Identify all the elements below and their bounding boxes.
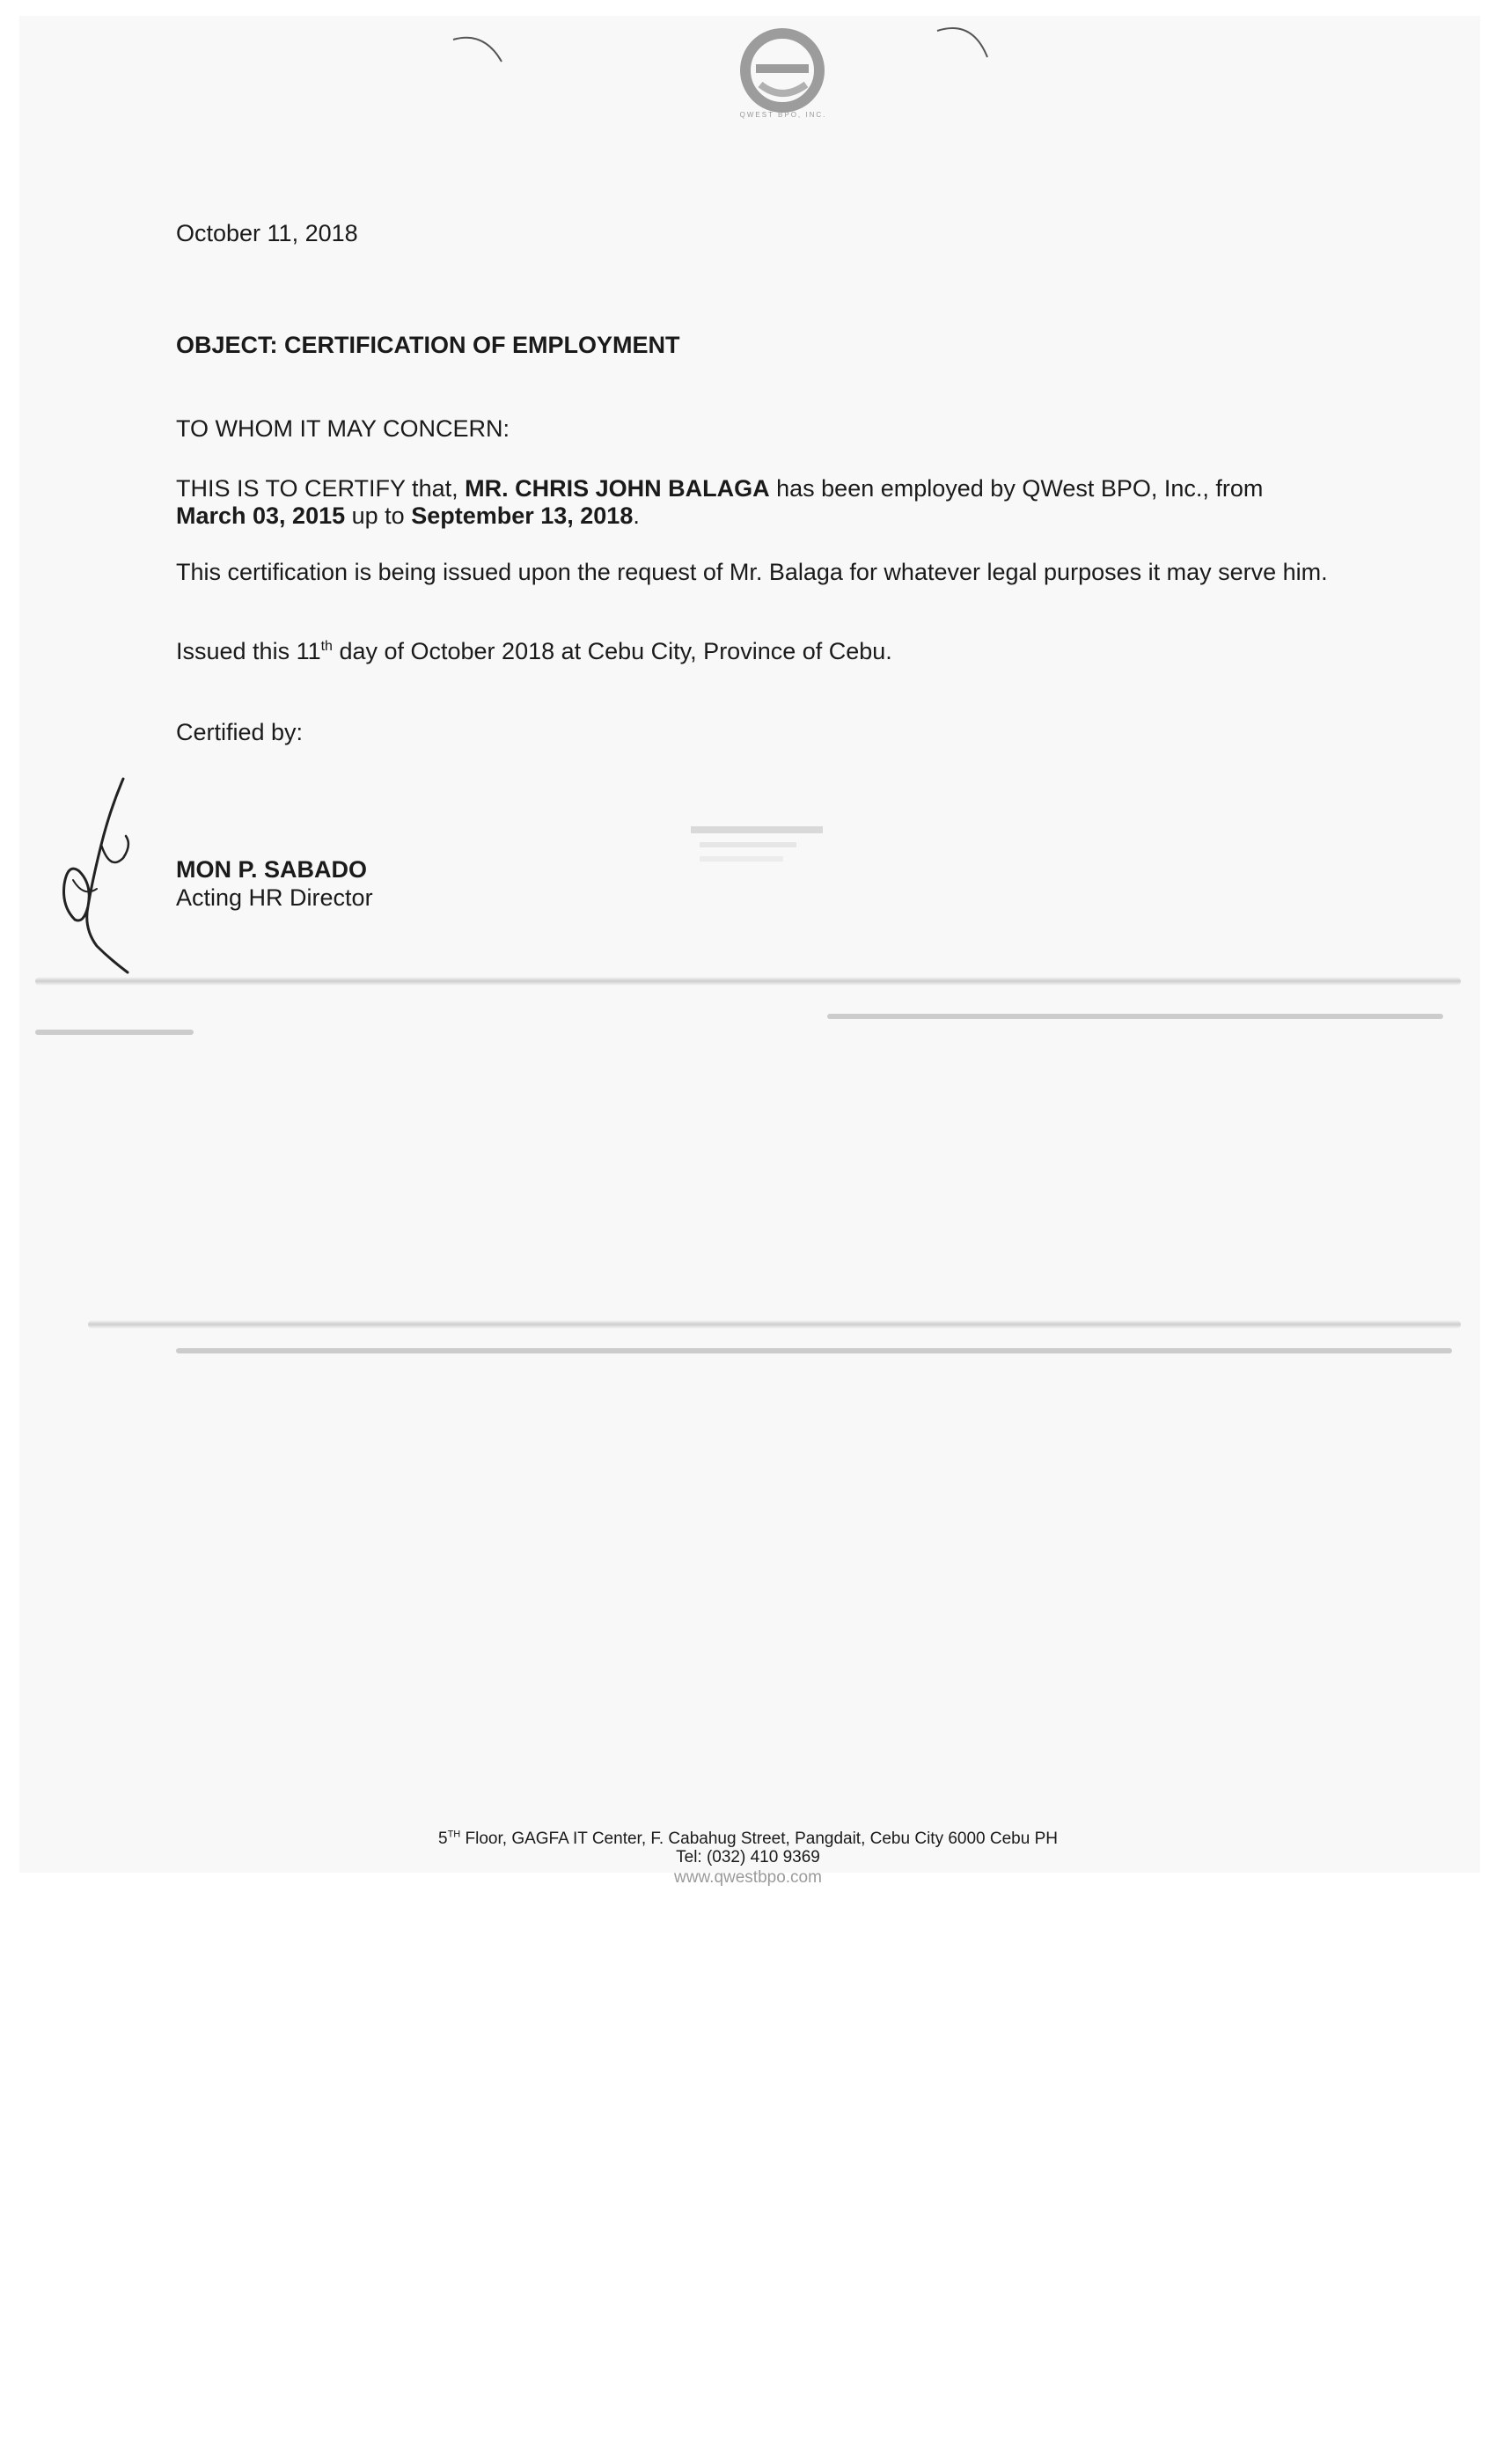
fold-crease-lower	[88, 1320, 1461, 1329]
p1-middle: has been employed by QWest BPO, Inc., from	[769, 475, 1264, 502]
punch-mark-right	[933, 18, 994, 70]
purpose-paragraph: This certification is being issued upon the request of Mr. Balaga for whatever legal purposes it may serve him.	[176, 559, 1328, 585]
fold-crease-upper	[35, 977, 1461, 986]
salutation: TO WHOM IT MAY CONCERN:	[176, 415, 510, 442]
footer-floor-sup: TH	[447, 1829, 461, 1840]
signer-name: MON P. SABADO	[176, 856, 368, 883]
scanned-page	[19, 16, 1480, 1873]
p1-end: .	[633, 502, 640, 529]
scan-smudge	[827, 1014, 1443, 1019]
p1-upto: up to	[345, 502, 412, 529]
start-date: March 03, 2015	[176, 502, 346, 529]
issued-prefix: Issued this 11	[176, 638, 321, 664]
issued-paragraph	[176, 638, 1329, 665]
faded-stamp	[691, 823, 832, 876]
qwest-logo-icon	[734, 26, 831, 123]
scan-smudge	[176, 1348, 1452, 1353]
certification-paragraph	[176, 475, 1329, 530]
footer-floor: 5	[438, 1830, 448, 1848]
end-date: September 13, 2018	[411, 502, 634, 529]
logo-caption: QWEST BPO, INC.	[739, 111, 827, 119]
issued-rest: day of October 2018 at Cebu City, Province of Cebu.	[332, 638, 892, 664]
footer-telephone: Tel: (032) 410 9369	[676, 1848, 820, 1866]
certified-by-label: Certified by:	[176, 719, 304, 745]
letter-date: October 11, 2018	[176, 220, 358, 246]
scan-smudge	[35, 1030, 194, 1035]
footer-address-rest: Floor, GAGFA IT Center, F. Cabahug Street, Pangdait, Cebu City 6000 Cebu PH	[460, 1830, 1058, 1848]
footer-website-link[interactable]: www.qwestbpo.com	[674, 1868, 822, 1887]
punch-mark-left	[449, 26, 510, 70]
footer-address	[352, 1830, 1144, 1848]
p1-prefix: THIS IS TO CERTIFY that,	[176, 475, 466, 502]
signature-image	[48, 774, 145, 977]
signer-title: Acting HR Director	[176, 884, 373, 911]
letter-subject: OBJECT: CERTIFICATION OF EMPLOYMENT	[176, 332, 680, 358]
company-logo	[734, 26, 831, 123]
employee-name: MR. CHRIS JOHN BALAGA	[465, 475, 770, 502]
issued-ordinal: th	[320, 639, 333, 654]
